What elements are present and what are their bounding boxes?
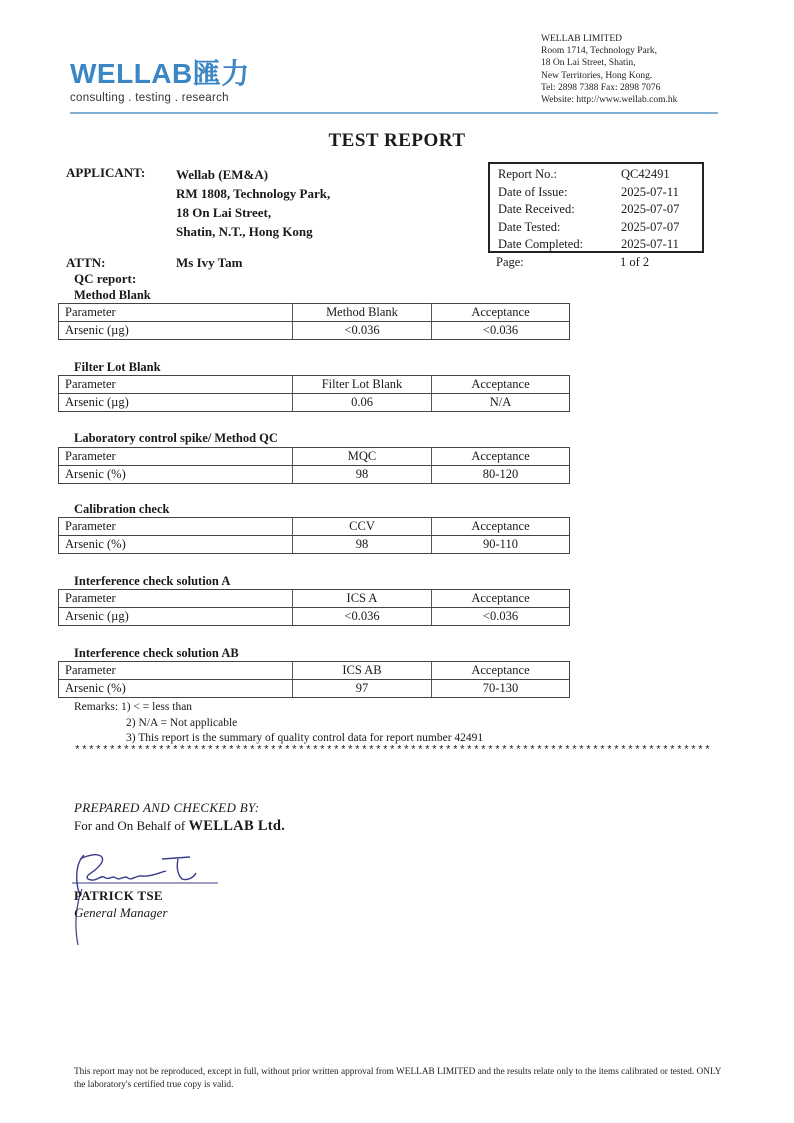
report-info-value: 2025-07-11 (621, 237, 679, 251)
report-info-key: Report No.: (498, 167, 558, 181)
signer-name: PATRICK TSE (74, 888, 163, 903)
report-info-row (498, 219, 679, 237)
table-header-cell: Parameter (59, 518, 293, 536)
table-header-cell: ICS AB (293, 662, 432, 680)
table-cell: 98 (293, 466, 432, 484)
table-header-cell: Parameter (59, 590, 293, 608)
report-info-key: Date of Issue: (498, 184, 568, 199)
report-info-value: QC42491 (621, 167, 670, 181)
report-info-row (498, 201, 679, 219)
report-info-value: 2025-07-07 (621, 219, 680, 234)
company-address-block (541, 33, 677, 106)
on-behalf-prefix: For and On Behalf of (74, 818, 189, 833)
table-header-cell: Acceptance (432, 518, 570, 536)
qc-table-method-qc (58, 447, 570, 484)
company-address-line: Room 1714, Technology Park, (541, 46, 658, 57)
table-cell: <0.036 (293, 322, 432, 340)
table-header-cell: Method Blank (293, 304, 432, 322)
qc-table-method-blank (58, 303, 570, 340)
remark-line: 3) This report is the summary of quality control data for report number 42491 (126, 732, 484, 744)
table-row (59, 608, 570, 626)
attn-value: Ms Ivy Tam (176, 255, 243, 270)
company-website: Website: http://www.wellab.com.hk (541, 95, 678, 106)
report-info-value: 2025-07-07 (621, 202, 680, 216)
table-header-cell: Acceptance (432, 590, 570, 608)
table-cell: N/A (432, 394, 570, 412)
prepared-by-label: PREPARED AND CHECKED BY: (74, 800, 260, 815)
table-row (59, 466, 570, 484)
table-header-cell: Filter Lot Blank (293, 376, 432, 394)
table-row (59, 322, 570, 340)
report-info-value: 2025-07-11 (621, 184, 679, 199)
footer-disclaimer: This report may not be reproduced, except in full, without prior written approval from WELLAB LIMITED and the results relate only to the items calibrated or tested. ONLY the laboratory's certified true copy is valid. (74, 1067, 722, 1090)
table-cell: Arsenic (%) (59, 466, 293, 484)
company-address-line: 18 On Lai Street, Shatin, (541, 58, 636, 69)
qc-table-calibration-check (58, 517, 570, 554)
table-cell: 90-110 (432, 536, 570, 554)
applicant-address-line: RM 1808, Technology Park, (176, 186, 331, 201)
company-address-line: New Territories, Hong Kong. (541, 70, 653, 81)
table-header-row (59, 662, 570, 680)
page-label: Page: (496, 255, 524, 269)
table-header-row (59, 518, 570, 536)
page-indicator (496, 255, 696, 270)
applicant-address-line: 18 On Lai Street, (176, 205, 272, 220)
report-info-table (498, 166, 679, 254)
report-title: TEST REPORT (328, 130, 466, 151)
table-cell: <0.036 (432, 608, 570, 626)
table-cell: 97 (293, 680, 432, 698)
applicant-details (176, 165, 330, 241)
table-row (59, 394, 570, 412)
company-tagline: consulting . testing . research (70, 92, 229, 104)
remark-line: Remarks: 1) < = less than (74, 701, 193, 713)
report-info-row (498, 184, 679, 202)
table-header-row (59, 590, 570, 608)
qc-report-label: QC report: (74, 271, 137, 286)
table-cell: 98 (293, 536, 432, 554)
company-logo: WELLAB匯力 (70, 58, 250, 89)
section-title: Calibration check (74, 502, 170, 516)
header-divider (70, 112, 718, 114)
table-header-row (59, 448, 570, 466)
section-title: Interference check solution AB (74, 646, 239, 660)
table-header-row (59, 304, 570, 322)
company-name: WELLAB LIMITED (541, 34, 622, 44)
report-info-key: Date Received: (498, 202, 575, 216)
report-info-key: Date Tested: (498, 219, 561, 234)
qc-table-filter-lot-blank (58, 375, 570, 412)
table-cell: Arsenic (%) (59, 536, 293, 554)
table-cell: 80-120 (432, 466, 570, 484)
applicant-label: APPLICANT: (66, 165, 146, 180)
applicant-address-line: Shatin, N.T., Hong Kong (176, 224, 313, 239)
table-cell: Arsenic (%) (59, 680, 293, 698)
table-header-cell: Parameter (59, 662, 293, 680)
table-header-cell: Acceptance (432, 304, 570, 322)
table-row (59, 680, 570, 698)
remarks (74, 700, 483, 747)
table-cell: Arsenic (µg) (59, 322, 293, 340)
table-cell: 70-130 (432, 680, 570, 698)
table-header-cell: MQC (293, 448, 432, 466)
report-info-box (488, 162, 704, 253)
table-cell: <0.036 (293, 608, 432, 626)
attn-label: ATTN: (66, 255, 106, 270)
table-header-cell: Acceptance (432, 376, 570, 394)
report-info-row (498, 236, 679, 254)
section-title: Interference check solution A (74, 574, 231, 588)
table-header-cell: Parameter (59, 304, 293, 322)
signer-title: General Manager (74, 905, 168, 920)
table-header-cell: CCV (293, 518, 432, 536)
company-phone-fax: Tel: 2898 7388 Fax: 2898 7076 (541, 82, 661, 93)
table-cell: <0.036 (432, 322, 570, 340)
table-cell: Arsenic (µg) (59, 608, 293, 626)
table-header-cell: Acceptance (432, 448, 570, 466)
report-info-key: Date Completed: (498, 237, 584, 251)
report-info-row (498, 166, 679, 184)
table-header-cell: Parameter (59, 448, 293, 466)
asterisk-divider: ******************************************************************************************* (74, 745, 712, 757)
qc-table-ics-ab (58, 661, 570, 698)
remark-line: 2) N/A = Not applicable (126, 716, 238, 729)
table-header-row (59, 376, 570, 394)
table-header-cell: Parameter (59, 376, 293, 394)
table-cell: Arsenic (µg) (59, 394, 293, 412)
on-behalf-line (74, 818, 285, 835)
on-behalf-company: WELLAB Ltd. (188, 818, 286, 834)
section-title: Laboratory control spike/ Method QC (74, 431, 278, 445)
table-row (59, 536, 570, 554)
table-header-cell: Acceptance (432, 662, 570, 680)
section-title: Filter Lot Blank (74, 360, 161, 374)
table-header-cell: ICS A (293, 590, 432, 608)
applicant-name: Wellab (EM&A) (176, 167, 269, 182)
page-value: 1 of 2 (620, 255, 650, 269)
section-title: Method Blank (74, 288, 151, 302)
qc-table-ics-a (58, 589, 570, 626)
table-cell: 0.06 (293, 394, 432, 412)
